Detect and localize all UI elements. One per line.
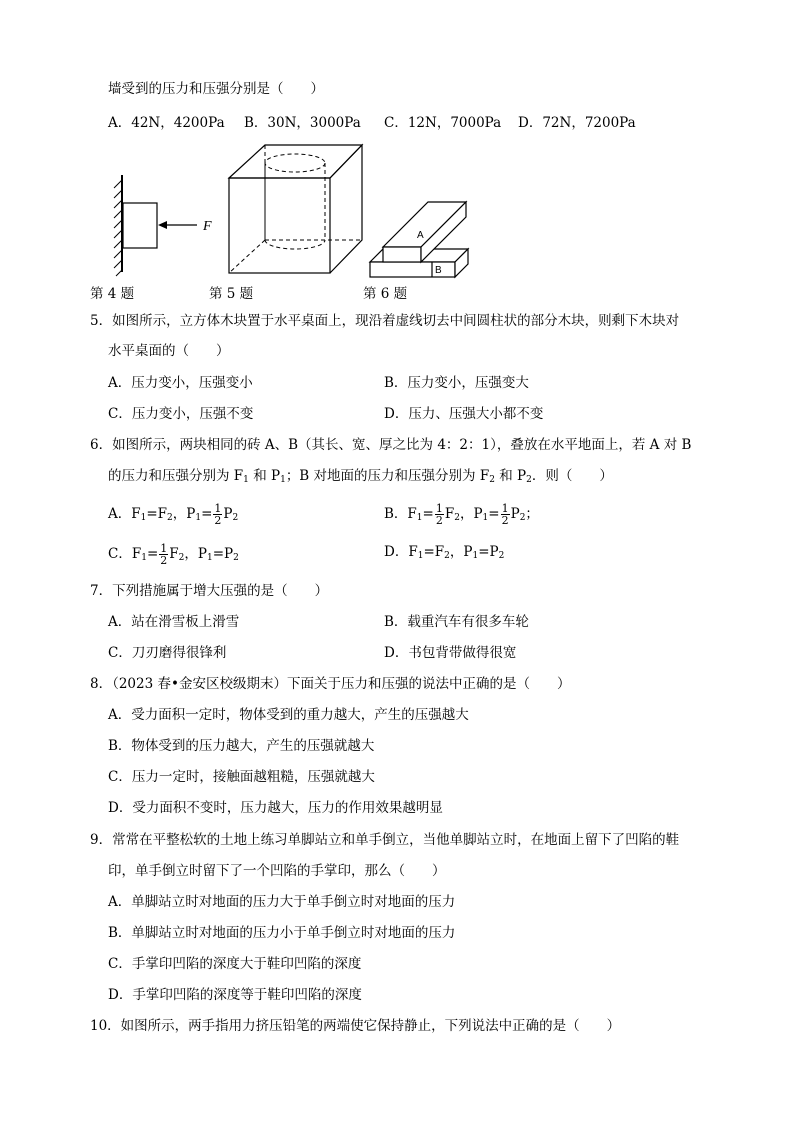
q6-option-d[interactable]: D．$F_1=F_2$，$P_1=P_2$ bbox=[384, 544, 505, 561]
q10-stem: 10．如图所示，两手指用力挤压铅笔的两端使它保持静止，下列说法中正确的是（ ） bbox=[90, 1018, 621, 1034]
q7-option-c[interactable]: C．刀刃磨得很锋利 bbox=[108, 645, 227, 661]
q8-option-b[interactable]: B．物体受到的压力越大，产生的压强就越大 bbox=[108, 738, 375, 754]
q9-stem-line1: 9．常常在平整松软的土地上练习单脚站立和单手倒立，当他单脚站立时，在地面上留下了凹陷的鞋 bbox=[90, 832, 680, 848]
brick-b-label: B bbox=[435, 265, 442, 276]
caption-figure-5: 第 5 题 bbox=[209, 286, 254, 302]
q5-option-a[interactable]: A．压力变小，压强变小 bbox=[108, 375, 253, 391]
q8-stem: 8．（2023 春•金安区校级期末）下面关于压力和压强的说法中正确的是（ ） bbox=[90, 676, 571, 692]
caption-figure-4: 第 4 题 bbox=[90, 286, 135, 302]
q4-option-a[interactable]: A．42N，4200Pa bbox=[108, 115, 225, 131]
q5-stem-line2: 水平桌面的（ ） bbox=[108, 343, 230, 359]
figure-4-wall-block bbox=[114, 175, 197, 276]
q6-stem-line1: 6．如图所示，两块相同的砖 A、B（其长、宽、厚之比为 4：2：1），叠放在水平地面上，若 A 对 B bbox=[90, 437, 692, 453]
q9-option-b[interactable]: B．单脚站立时对地面的压力小于单手倒立时对地面的压力 bbox=[108, 925, 456, 941]
q7-option-d[interactable]: D．书包背带做得很宽 bbox=[384, 645, 517, 661]
q8-option-a[interactable]: A．受力面积一定时，物体受到的重力越大，产生的压强越大 bbox=[108, 707, 469, 723]
q9-stem-line2: 印，单手倒立时留下了一个凹陷的手掌印，那么（ ） bbox=[108, 863, 446, 879]
q7-stem: 7．下列措施属于增大压强的是（ ） bbox=[90, 583, 329, 599]
q7-option-b[interactable]: B．载重汽车有很多车轮 bbox=[384, 614, 529, 630]
force-label: F bbox=[203, 219, 212, 234]
q6-option-a[interactable]: A．$F_1=F_2$，$P_1=$ $\frac{1}{2}$ $P_2$ bbox=[108, 502, 239, 527]
q5-option-c[interactable]: C．压力变小，压强不变 bbox=[108, 406, 254, 422]
brick-a-label: A bbox=[417, 230, 424, 241]
q8-option-c[interactable]: C．压力一定时，接触面越粗糙，压强就越大 bbox=[108, 769, 375, 785]
q5-option-b[interactable]: B．压力变小，压强变大 bbox=[384, 375, 529, 391]
q9-option-d[interactable]: D．手掌印凹陷的深度等于鞋印凹陷的深度 bbox=[108, 987, 362, 1003]
figure-5-cube bbox=[229, 145, 362, 273]
q6-option-c[interactable]: C．$F_1=$ $\frac{1}{2}$ $F_2$，$P_1=P_2$ bbox=[108, 542, 239, 567]
q5-option-d[interactable]: D．压力、压强大小都不变 bbox=[384, 406, 544, 422]
q4-option-b[interactable]: B．30N，3000Pa bbox=[244, 115, 361, 131]
q9-option-c[interactable]: C．手掌印凹陷的深度大于鞋印凹陷的深度 bbox=[108, 956, 362, 972]
q9-option-a[interactable]: A．单脚站立时对地面的压力大于单手倒立时对地面的压力 bbox=[108, 894, 456, 910]
q6-option-b[interactable]: B．$F_1=$ $\frac{1}{2}$ $F_2$，$P_1=$ $\frac{1}{2}$ $P_2$； bbox=[384, 502, 539, 527]
q6-stem-line2: 的压力和压强分别为 $F_1$ 和 $P_1$；B 对地面的压力和压强分别为 $F_2$ 和 $P_2$．则（ ） bbox=[108, 468, 613, 485]
q7-option-a[interactable]: A．站在滑雪板上滑雪 bbox=[108, 614, 240, 630]
q4-option-d[interactable]: D．72N，7200Pa bbox=[518, 115, 636, 131]
q4-stem-tail: 墙受到的压力和压强分别是（ ） bbox=[108, 81, 324, 97]
q5-stem-line1: 5．如图所示，立方体木块置于水平桌面上，现沿着虚线切去中间圆柱状的部分木块，则剩下木块对 bbox=[90, 313, 680, 329]
q8-option-d[interactable]: D．受力面积不变时，压力越大，压力的作用效果越明显 bbox=[108, 800, 443, 816]
caption-figure-6: 第 6 题 bbox=[363, 286, 408, 302]
q4-option-c[interactable]: C．12N，7000Pa bbox=[384, 115, 502, 131]
